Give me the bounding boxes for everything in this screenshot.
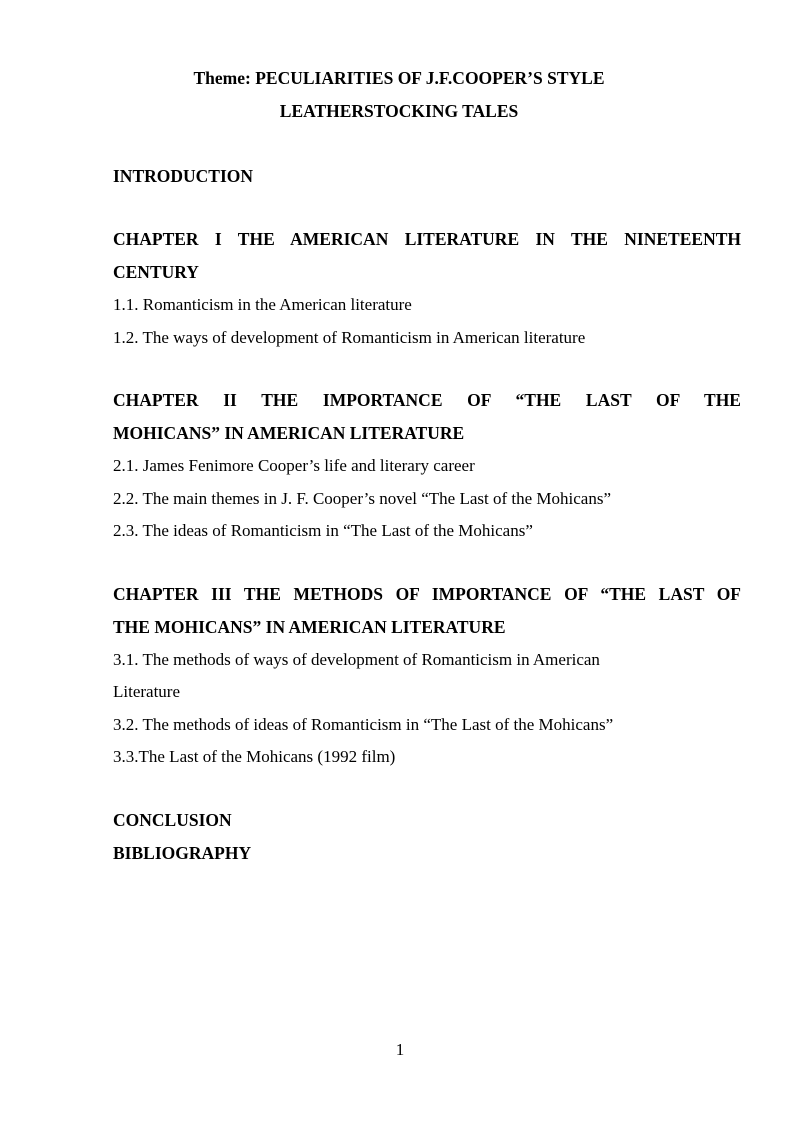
- page-number: 1: [395, 1040, 405, 1059]
- toc-item-3-1: 3.1. The methods of ways of development of Romanticism in American: [113, 649, 600, 669]
- chapter-1-heading: [113, 223, 741, 289]
- chapter-1-heading-main: CHAPTER I THE AMERICAN LITERATURE IN THE NINETEENTH: [113, 229, 741, 249]
- chapter-2-heading: [113, 384, 741, 450]
- chapter-3-heading-cont: THE MOHICANS” IN AMERICAN LITERATURE: [113, 616, 506, 637]
- toc-item-2-2: 2.2. The main themes in J. F. Cooper’s novel “The Last of the Mohicans”: [113, 488, 611, 508]
- toc-item-2-3: 2.3. The ideas of Romanticism in “The Last of the Mohicans”: [113, 521, 533, 540]
- chapter-2-heading-cont: MOHICANS” IN AMERICAN LITERATURE: [113, 423, 465, 443]
- title-line-1: Theme: PECULIARITIES OF J.F.COOPER’S STYLE: [193, 68, 605, 88]
- section-conclusion: CONCLUSION: [113, 809, 232, 830]
- toc-item-3-2: 3.2. The methods of ideas of Romanticism in “The Last of the Mohicans”: [113, 714, 614, 734]
- toc-item-3-3: 3.3.The Last of the Mohicans (1992 film): [113, 747, 396, 766]
- chapter-3-heading: [113, 578, 741, 644]
- title-line-2: LEATHERSTOCKING TALES: [279, 101, 519, 121]
- toc-item-3-1-cont: Literature: [113, 682, 181, 701]
- toc-item-1-1: 1.1. Romanticism in the American literature: [113, 295, 412, 314]
- chapter-2-heading-main: CHAPTER II THE IMPORTANCE OF “THE LAST OF THE: [113, 390, 741, 410]
- chapter-3-heading-main: CHAPTER III THE METHODS OF IMPORTANCE OF “THE LAST OF: [113, 583, 741, 604]
- section-introduction: INTRODUCTION: [113, 166, 254, 186]
- document-title: [113, 62, 685, 128]
- chapter-1-heading-cont: CENTURY: [113, 262, 199, 282]
- section-bibliography: BIBLIOGRAPHY: [113, 842, 252, 863]
- toc-item-1-2: 1.2. The ways of development of Romanticism in American literature: [113, 327, 586, 347]
- toc-item-2-1: 2.1. James Fenimore Cooper’s life and literary career: [113, 456, 475, 475]
